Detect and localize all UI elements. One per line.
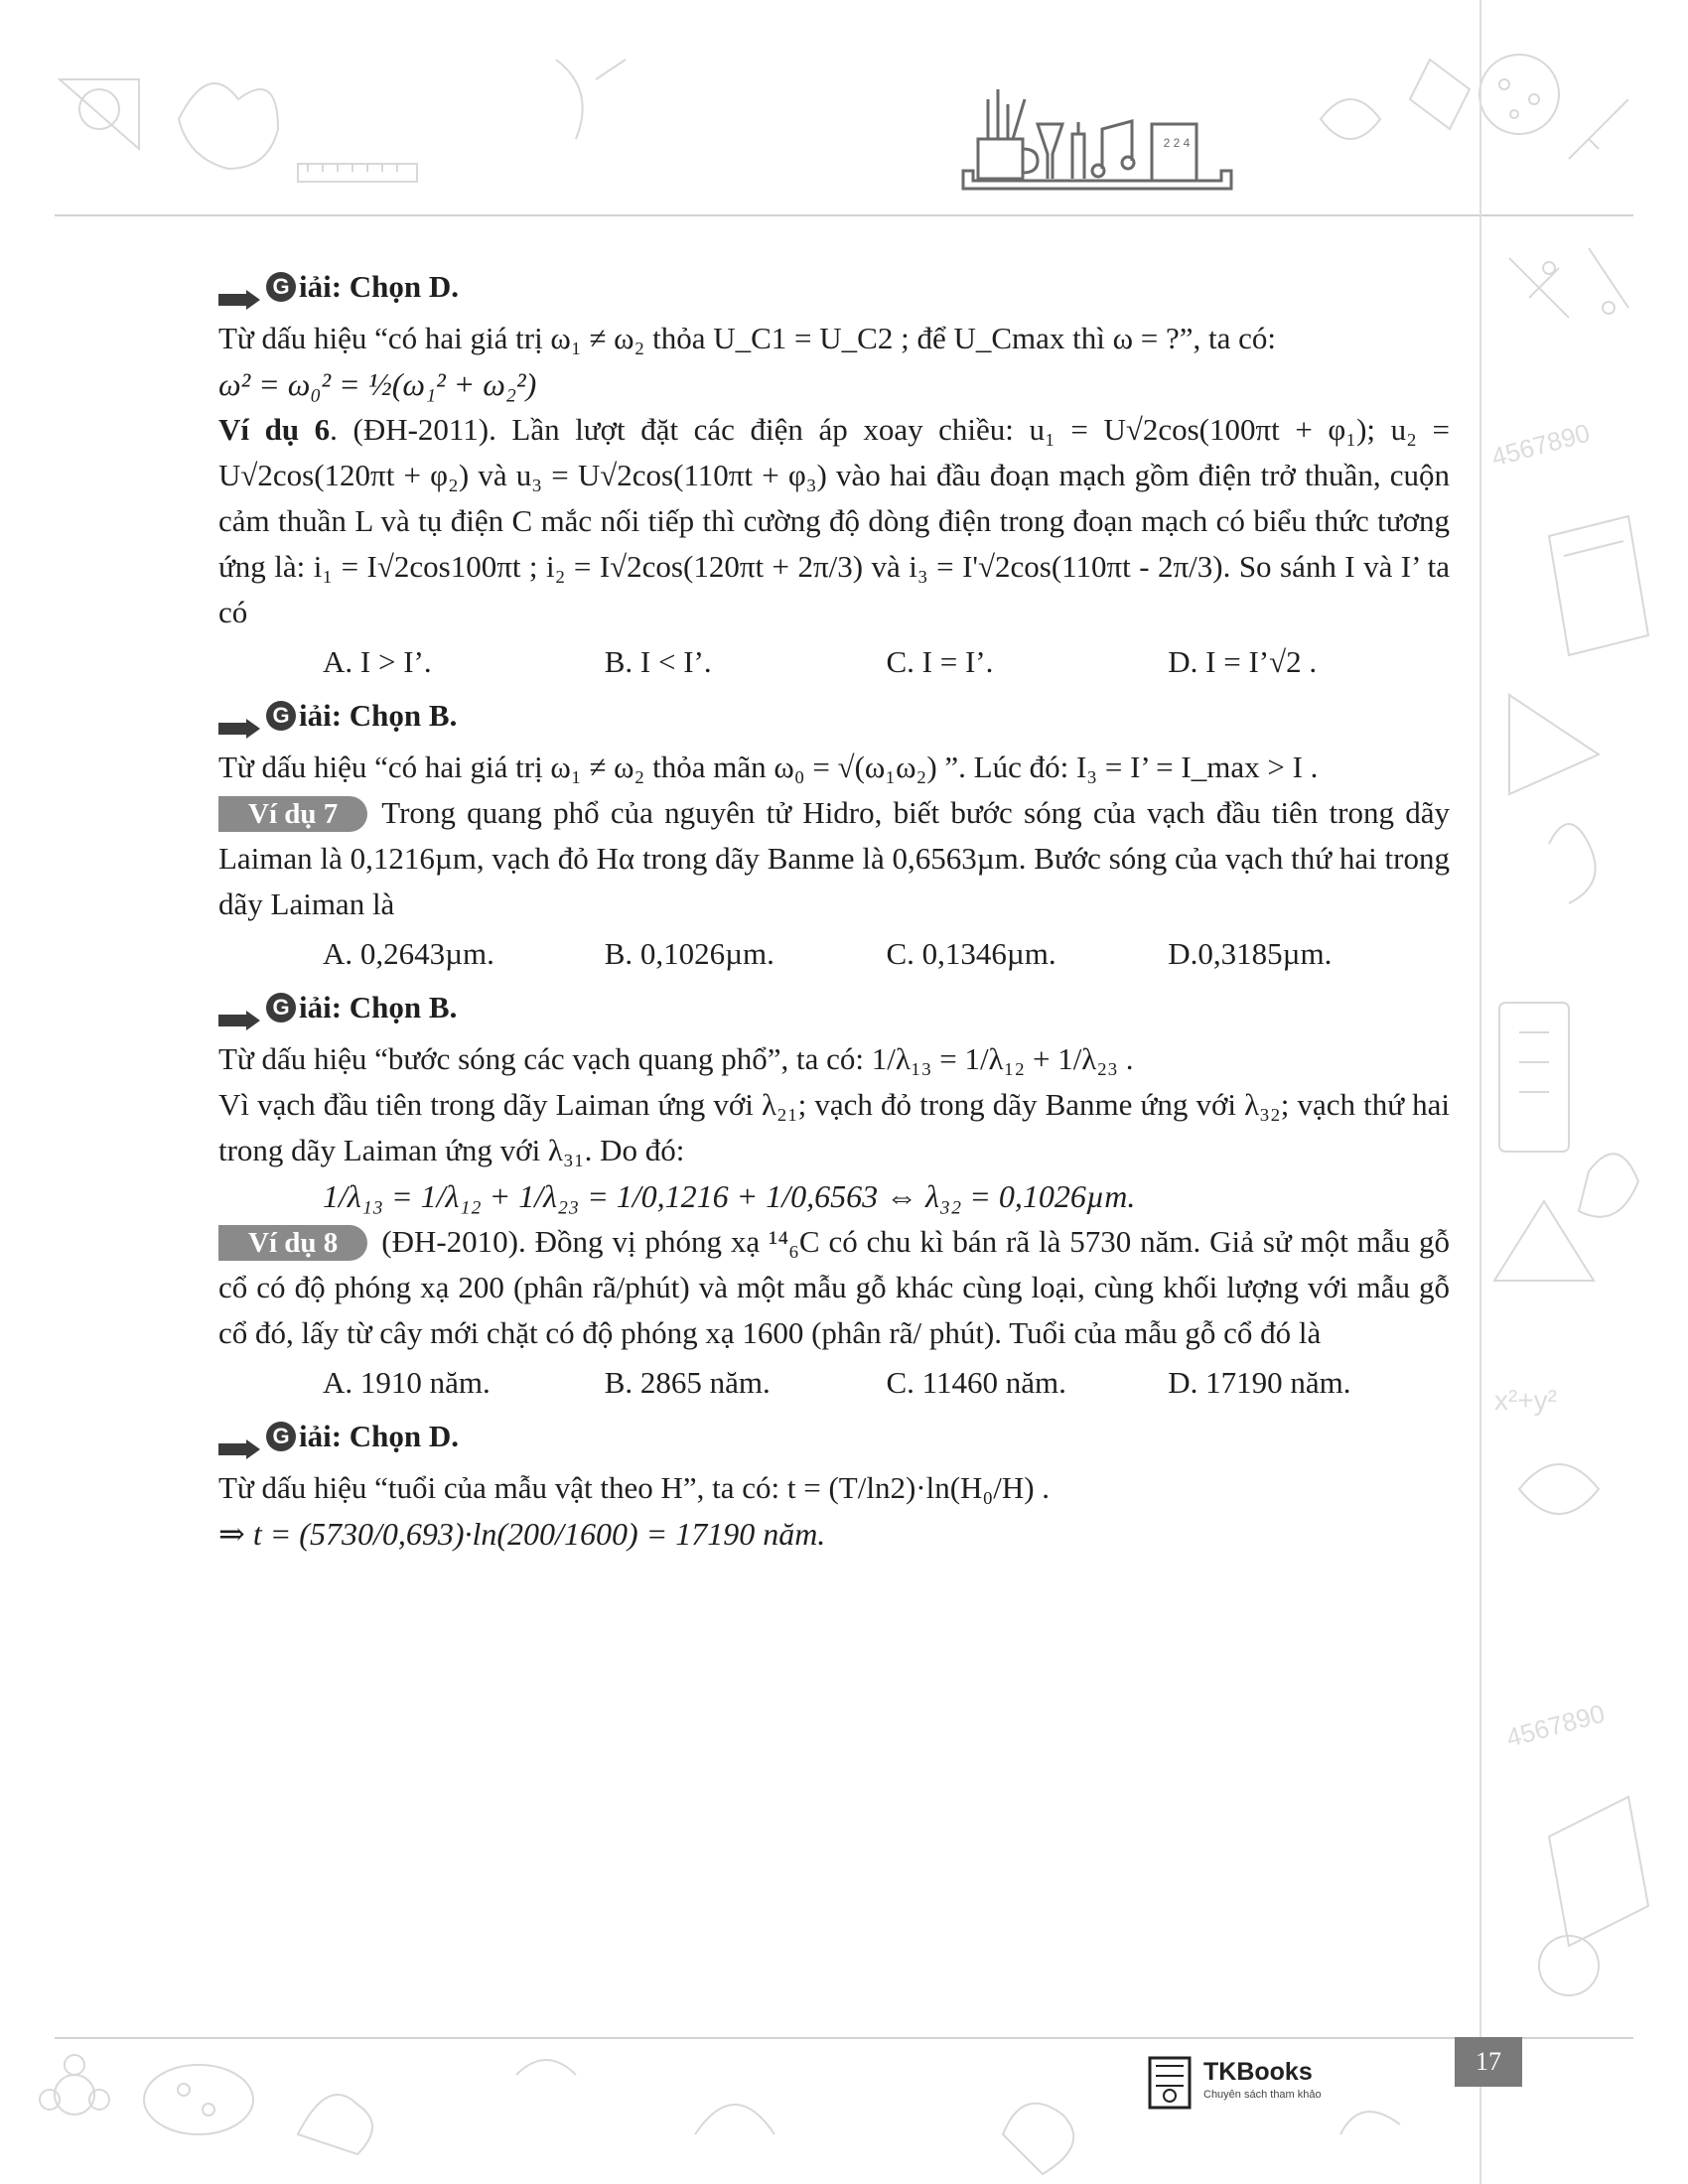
cookie-icon bbox=[1479, 55, 1559, 134]
solution-text-5: Từ dấu hiệu “có hai giá trị ω₁ ≠ ω₂ thỏa U_C1 = U_C2 ; để U_Cmax thì ω = ?”, ta có: bbox=[218, 321, 1277, 355]
header-icon-label: 2 2 4 bbox=[1163, 136, 1191, 150]
solution-text-7b: Vì vạch đầu tiên trong dãy Laiman ứng với λ₂₁; vạch đỏ trong dãy Banme ứng với λ₃₂; vạch thứ hai trong dãy Laiman ứng với λ₃₁. Do đó: bbox=[218, 1087, 1450, 1167]
arrow-icon bbox=[218, 706, 260, 726]
solution-heading-8 bbox=[218, 1414, 1450, 1459]
solution-heading-6 bbox=[218, 693, 1450, 739]
solution-label: iải: Chọn B. bbox=[299, 698, 458, 733]
arrow-icon bbox=[218, 998, 260, 1018]
equation-omega: ω² = ω₀² = ½(ω₁² + ω₂²) bbox=[218, 366, 537, 402]
option-a: A. 0,2643µm. bbox=[323, 936, 494, 971]
option-a: A. 1910 năm. bbox=[323, 1365, 491, 1400]
option-d: D. I = I’√2 . bbox=[1168, 644, 1318, 679]
test-tube-icon bbox=[1072, 122, 1084, 179]
equation-age: ⇒ t = (5730/0,693)·ln(200/1600) = 17190 năm. bbox=[218, 1516, 826, 1552]
example-6-text: . (ĐH-2011). Lần lượt đặt các điện áp xoay chiều: u₁ = U√2cos(100πt + φ₁); u₂ = U√2cos(120πt + φ₂) và u₃ = U√2cos(110πt + φ₃) vào hai đầu đoạn mạch gồm điện trở thuần, cuộn cảm thuần L và tụ điện C mắc nối tiếp thì cường độ dòng điện trong đoạn mạch có biểu thức tương ứng là: i₁ = I√2cos100πt ; i₂ = I√2cos(120πt + 2π/3) và i₃ = I'√2cos(110πt - 2π/3). So sánh I và I’ ta có bbox=[218, 412, 1450, 629]
option-a: A. I > I’. bbox=[323, 644, 432, 679]
example-8 bbox=[218, 1219, 1450, 1356]
option-b: B. 2865 năm. bbox=[604, 1365, 771, 1400]
svg-text:x²+y²: x²+y² bbox=[1494, 1385, 1557, 1416]
option-c: C. I = I’. bbox=[886, 644, 994, 679]
example-8-text: (ĐH-2010). Đồng vị phóng xạ ¹⁴₆C có chu kì bán rã là 5730 năm. Giả sử một mẫu gỗ cổ có độ phóng xạ 200 (phân rã/phút) và một mẫu gỗ khác cùng loại, cùng khối lượng với mẫu gỗ cổ đó, lấy từ cây mới chặt có độ phóng xạ 1600 (phân rã/ phút). Tuổi của mẫu gỗ cổ đó là bbox=[218, 1224, 1450, 1350]
equation-lambda: 1/λ₁₃ = 1/λ₁₂ + 1/λ₂₃ = 1/0,1216 + 1/0,6563 ⇔ λ₃₂ = 0,1026µm. bbox=[323, 1178, 1136, 1214]
solution-label: iải: Chọn D. bbox=[299, 269, 460, 304]
palette-icon bbox=[144, 2065, 253, 2134]
solution-text-7: Từ dấu hiệu “bước sóng các vạch quang phổ”, ta có: 1/λ₁₃ = 1/λ₁₂ + 1/λ₂₃ . bbox=[218, 1041, 1134, 1076]
option-c: C. 0,1346µm. bbox=[886, 936, 1056, 971]
solution-label: iải: Chọn D. bbox=[299, 1419, 460, 1453]
g-circle-icon: G bbox=[266, 272, 296, 302]
beaker-icon bbox=[1038, 124, 1062, 179]
example-7 bbox=[218, 790, 1450, 927]
solution-text-8: Từ dấu hiệu “tuổi của mẫu vật theo H”, ta có: t = (T/ln2)·ln(H₀/H) . bbox=[218, 1470, 1051, 1505]
header-rule bbox=[55, 214, 1633, 216]
footer-tagline: Chuyên sách tham khảo bbox=[1203, 2089, 1322, 2101]
book-icon bbox=[1549, 516, 1648, 655]
solution-heading-7 bbox=[218, 985, 1450, 1030]
g-circle-icon: G bbox=[266, 701, 296, 731]
main-content bbox=[218, 256, 1450, 1557]
pen-cup-icon bbox=[978, 139, 1038, 179]
arrow-icon bbox=[218, 1427, 260, 1446]
footer-rule bbox=[55, 2037, 1633, 2039]
footer-brand: TKBooks bbox=[1203, 2058, 1313, 2086]
svg-text:4567890: 4567890 bbox=[1487, 417, 1594, 473]
margin-rule bbox=[1479, 0, 1481, 2184]
option-d: D. 17190 năm. bbox=[1168, 1365, 1351, 1400]
solution-text-6: Từ dấu hiệu “có hai giá trị ω₁ ≠ ω₂ thỏa mãn ω₀ = √(ω₁ω₂) ”. Lúc đó: I₃ = I’ = I_max > I . bbox=[218, 750, 1319, 784]
option-c: C. 11460 năm. bbox=[886, 1365, 1066, 1400]
g-circle-icon: G bbox=[266, 993, 296, 1023]
music-note-icon bbox=[1102, 121, 1132, 169]
flask-icon bbox=[1579, 1154, 1638, 1216]
option-d: D.0,3185µm. bbox=[1168, 936, 1333, 971]
svg-text:4567890: 4567890 bbox=[1502, 1698, 1609, 1753]
leaf-icon bbox=[179, 83, 278, 169]
set-square-icon bbox=[1509, 695, 1599, 794]
page-number: 17 bbox=[1455, 2037, 1522, 2087]
g-circle-icon: G bbox=[266, 1422, 296, 1451]
solution-label: iải: Chọn B. bbox=[299, 990, 458, 1024]
example-6-title: Ví dụ 6 bbox=[218, 412, 331, 447]
flower-icon bbox=[55, 2075, 94, 2115]
molecule-icon bbox=[1509, 248, 1628, 318]
option-b: B. I < I’. bbox=[604, 644, 712, 679]
arrow-icon bbox=[218, 277, 260, 297]
example-6 bbox=[218, 407, 1450, 635]
example-7-text: Trong quang phổ của nguyên tử Hidro, biết bước sóng của vạch đầu tiên trong dãy Laiman là 0,1216µm, vạch đỏ Hα trong dãy Banme là 0,6563µm. Bước sóng của vạch thứ hai trong dãy Laiman là bbox=[218, 795, 1450, 921]
example-6-options bbox=[323, 639, 1450, 685]
solution-heading-5 bbox=[218, 264, 1450, 310]
example-8-options bbox=[323, 1360, 1450, 1406]
example-7-badge: Ví dụ 7 bbox=[218, 796, 367, 832]
example-7-options bbox=[323, 931, 1450, 977]
header-shelf-icon bbox=[963, 89, 1231, 189]
example-8-badge: Ví dụ 8 bbox=[218, 1225, 367, 1261]
option-b: B. 0,1026µm. bbox=[604, 936, 774, 971]
